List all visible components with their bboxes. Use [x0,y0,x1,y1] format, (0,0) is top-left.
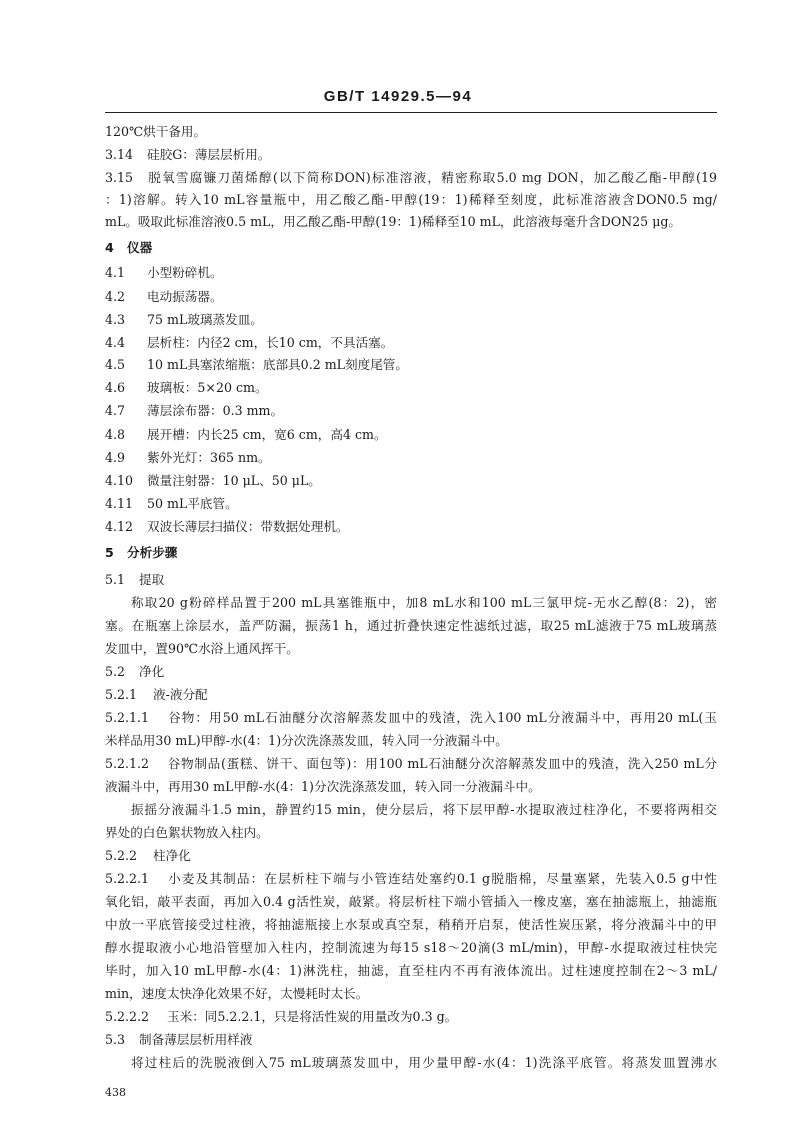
text-line: 氧化铝，敲平表面，再加入0.4 g活性炭，敲紧。将层析柱下端小管插入一橡皮塞，塞在抽滤瓶上，抽滤瓶 [105,894,717,909]
clause-4-8: 4.8 展开槽：内长25 cm，宽6 cm，高4 cm。 [105,427,387,442]
header-rule [105,112,717,113]
clause-4-10: 4.10 微量注射器：10 μL、50 μL。 [105,473,321,488]
section-5-heading: 5 分析步骤 [105,545,178,560]
clause-5-2-2-1: 5.2.2.1 小麦及其制品：在层析柱下端与小管连结处塞约0.1 g脱脂棉，尽量塞紧，先装入0.5 g中性 [105,871,717,886]
text-line: 中放一平底管接受过柱液，将抽滤瓶接上水泵或真空泵，稍稍开启泵，使活性炭压紧，将分液漏斗中的甲 [105,917,717,932]
clause-3-15: 3.15 脱氧雪腐镰刀菌烯醇(以下简称DON)标准溶液，精密称取5.0 mg DON，加乙酸乙酯-甲醇(19 [105,170,717,185]
text-line: 称取20 g粉碎样品置于200 mL具塞锥瓶中，加8 mL水和100 mL三氯甲烷-无水乙醇(8：2)，密 [131,595,717,610]
clause-5-2-2: 5.2.2 柱净化 [105,848,191,863]
clause-4-2: 4.2 电动振荡器。 [105,289,223,304]
clause-5-3: 5.3 制备薄层层析用样液 [105,1032,253,1047]
clause-4-5: 4.5 10 mL具塞浓缩瓶：底部具0.2 mL刻度尾管。 [105,357,408,372]
clause-4-1: 4.1 小型粉碎机。 [105,265,223,280]
text-line: 发皿中，置90℃水浴上通风挥干。 [105,641,299,656]
clause-5-1: 5.1 提取 [105,572,165,587]
text-line: 液漏斗中，再用30 mL甲醇-水(4：1)分次洗涤蒸发皿，转入同一分液漏斗中。 [105,779,541,794]
clause-4-6: 4.6 玻璃板：5×20 cm。 [105,380,268,395]
text-line: 将过柱后的洗脱液倒入75 mL玻璃蒸发皿中，用少量甲醇-水(4：1)洗涤平底管。将蒸发皿置沸水 [131,1055,717,1070]
text-line: mL。吸取此标准溶液0.5 mL，用乙酸乙酯-甲醇(19：1)稀释至10 mL，此溶液每毫升含DON25 μg。 [105,214,682,229]
clause-4-3: 4.3 75 mL玻璃蒸发皿。 [105,312,263,327]
text-line: min，速度太快净化效果不好，太慢耗时太长。 [105,986,369,1001]
text-line: 毕时，加入10 mL甲醇-水(4：1)淋洗柱，抽滤，直至柱内不再有液体流出。过柱速度控制在2～3 mL/ [105,963,717,978]
text-line: 振摇分液漏斗1.5 min，静置约15 min，使分层后，将下层甲醇-水提取液过柱净化，不要将两相交 [131,802,717,817]
clause-5-2-1-1: 5.2.1.1 谷物：用50 mL石油醚分次溶解蒸发皿中的残渣，洗入100 mL分液漏斗中，再用20 mL(玉 [105,710,717,725]
clause-3-14: 3.14 硅胶G：薄层层析用。 [105,147,271,162]
page-number: 438 [105,1086,126,1099]
text-line: 米样品用30 mL)甲醇-水(4：1)分次洗涤蒸发皿，转入同一分液漏斗中。 [105,733,508,748]
clause-5-2-1: 5.2.1 液-液分配 [105,687,208,702]
clause-5-2-2-2: 5.2.2.2 玉米：同5.2.2.1，只是将活性炭的用量改为0.3 g。 [105,1009,458,1024]
text-line: 塞。在瓶塞上涂层水，盖严防漏，振荡1 h，通过折叠快速定性滤纸过滤，取25 mL滤液于75 mL玻璃蒸 [105,618,717,633]
standard-code-header: GB/T 14929.5—94 [323,88,473,105]
clause-4-4: 4.4 层析柱：内径2 cm，长10 cm，不具活塞。 [105,335,394,350]
clause-5-2: 5.2 净化 [105,664,165,679]
section-4-heading: 4 仪器 [105,240,153,255]
text-line: ：1)溶解。转入10 mL容量瓶中，用乙酸乙酯-甲醇(19：1)稀释至刻度，此标准溶液含DON0.5 mg/ [105,192,717,207]
text-line: 120℃烘干备用。 [105,124,207,139]
clause-5-2-1-2: 5.2.1.2 谷物制品(蛋糕、饼干、面包等)：用100 mL石油醚分次溶解蒸发皿中的残渣，洗入250 mL分 [105,756,717,771]
clause-4-9: 4.9 紫外光灯：365 nm。 [105,450,271,465]
text-line: 醇水提取液小心地沿管壁加入柱内，控制流速为每15 s18～20滴(3 mL/min)，甲醇-水提取液过柱快完 [105,940,717,955]
text-line: 界处的白色絮状物放入柱内。 [105,825,269,840]
clause-4-11: 4.11 50 mL平底管。 [105,496,238,511]
clause-4-7: 4.7 薄层涂布器：0.3 mm。 [105,403,284,418]
clause-4-12: 4.12 双波长薄层扫描仪：带数据处理机。 [105,519,349,534]
